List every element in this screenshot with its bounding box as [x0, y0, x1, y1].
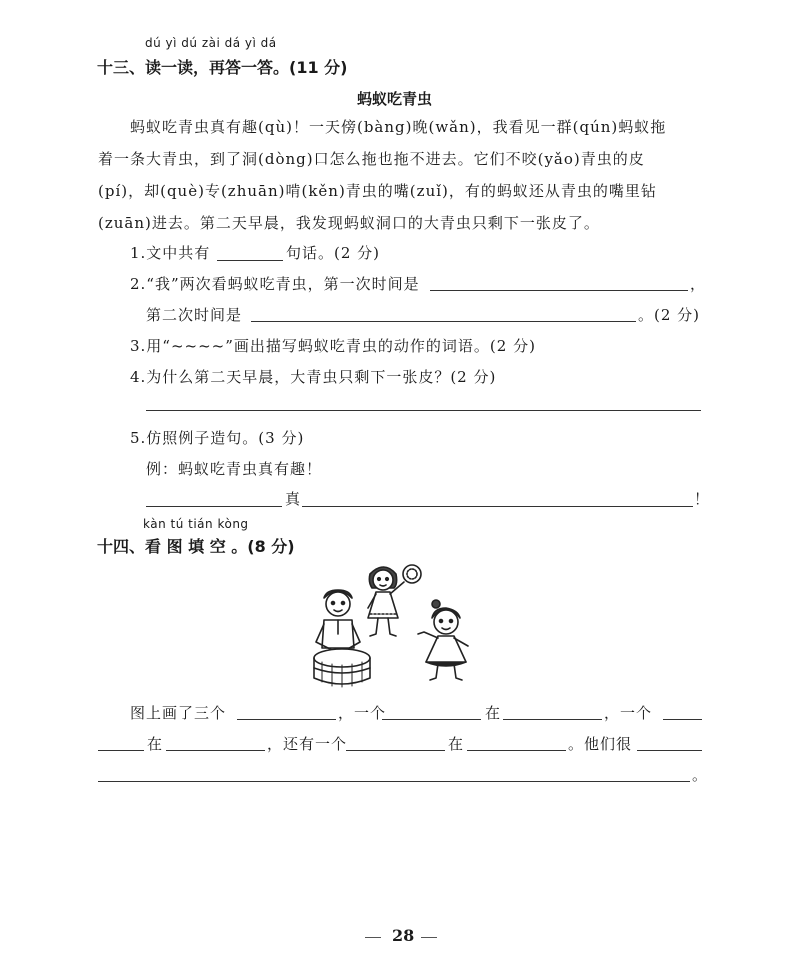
section14-pinyin: kàn tú tián kòng [143, 517, 249, 531]
question-2-suffix: 。(2 分) [638, 306, 701, 324]
fill-text-4: ，一个 [604, 704, 653, 722]
question-2-second-time-blank[interactable] [251, 321, 636, 322]
fill-blank-1[interactable] [237, 719, 336, 720]
paragraph-line-3: (pí)，却(què)专(zhuān)啃(kěn)青虫的嘴(zuǐ)，有的蚂蚁还从青虫的嘴里钻 [98, 182, 657, 200]
fill-text-8: 。他们很 [568, 735, 633, 753]
fill-blank-3[interactable] [503, 719, 602, 720]
question-1-answer-blank[interactable] [217, 260, 283, 261]
fill-text-3: 在 [485, 704, 502, 722]
fill-blank-7[interactable] [467, 750, 566, 751]
question-5-example: 例：蚂蚁吃青虫真有趣！ [146, 460, 323, 478]
question-1-suffix: 句话。(2 分) [286, 244, 381, 262]
fill-blank-4a[interactable] [663, 719, 702, 720]
page-number-dash-left [365, 937, 381, 938]
paragraph-line-1: 蚂蚁吃青虫真有趣(qù)！一天傍(bàng)晚(wǎn)，我看见一群(qún)蚂蚁拖 [130, 118, 667, 136]
question-5-zhen: 真 [285, 490, 302, 508]
fill-blank-4b[interactable] [98, 750, 144, 751]
paragraph-line-2: 着一条大青虫，到了洞(dòng)口怎么拖也拖不进去。它们不咬(yǎo)青虫的皮 [98, 150, 645, 168]
question-5: 5.仿照例子造句。(3 分) [130, 429, 305, 447]
paragraph-line-4: (zuān)进去。第二天早晨，我发现蚂蚁洞口的大青虫只剩下一张皮了。 [98, 214, 600, 232]
children-illustration [308, 560, 488, 692]
page-number-dash-right [421, 937, 437, 938]
question-5-predicate-blank[interactable] [302, 506, 693, 507]
girl-dancing-figure [418, 600, 468, 680]
question-1-prefix: 1.文中共有 [130, 244, 211, 262]
fill-text-5: 在 [147, 735, 164, 753]
fill-text-2: ，一个 [338, 704, 387, 722]
question-5-subject-blank[interactable] [146, 506, 282, 507]
fill-blank-8b[interactable] [98, 781, 690, 782]
question-2-comma: ， [690, 275, 707, 293]
fill-text-7: 在 [448, 735, 465, 753]
fill-blank-2[interactable] [382, 719, 481, 720]
page-number: 28 [392, 926, 415, 945]
section13-pinyin: dú yì dú zài dá yì dá [145, 36, 277, 50]
question-2-line-2: 第二次时间是 [146, 306, 243, 324]
girl-tambourine-figure [368, 565, 421, 636]
fill-blank-8a[interactable] [637, 750, 702, 751]
question-4-answer-line[interactable] [146, 410, 701, 411]
fill-text-6: ，还有一个 [267, 735, 348, 753]
question-5-end-mark: ！ [694, 490, 711, 508]
fill-blank-6[interactable] [346, 750, 445, 751]
question-2-first-time-blank[interactable] [430, 290, 688, 291]
fill-text-1: 图上画了三个 [130, 704, 227, 722]
fill-text-9: 。 [692, 766, 709, 784]
question-3: 3.用“~~~~”画出描写蚂蚁吃青虫的动作的词语。(2 分) [130, 337, 536, 355]
question-4: 4.为什么第二天早晨，大青虫只剩下一张皮？(2 分) [130, 368, 497, 386]
boy-drumming-figure [314, 590, 370, 687]
question-2-line-1: 2.“我”两次看蚂蚁吃青虫，第一次时间是 [130, 275, 420, 293]
section13-heading: 十三、读一读，再答一答。(11 分) [97, 58, 348, 77]
fill-blank-5[interactable] [166, 750, 265, 751]
section14-heading: 十四、看 图 填 空 。(8 分) [97, 537, 295, 556]
story-title: 蚂蚁吃青虫 [357, 90, 433, 108]
